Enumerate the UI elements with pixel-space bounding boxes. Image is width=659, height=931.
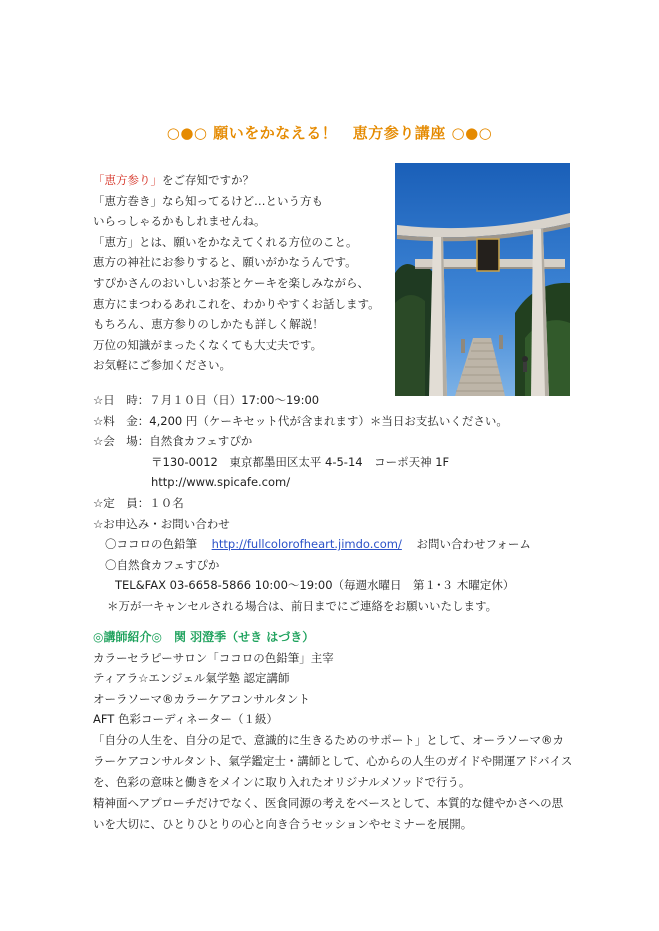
bio-paragraph: 精神面へアプローチだけでなく、医食同源の考えをベースとして、本質的な健やかさへの思いを大切に、ひとりひとりの心と向き合うセッションやセミナーを展開。 (93, 795, 564, 831)
detail-address: 〒130-0012 東京都墨田区太平 4-5-14 コーポ天神 1F (151, 454, 450, 469)
bio-role: ティアラ☆エンジェル氣学塾 認定講師 (93, 671, 290, 686)
detail-capacity: ☆定 員：１０名 (93, 495, 184, 510)
detail-venue: ☆会 場：自然食カフェすぴか (93, 434, 253, 449)
contact1-name: 〇ココロの色鉛筆 (105, 537, 197, 552)
intro-line: もちろん、恵方参りのしかたも詳しく解説！ (93, 317, 324, 332)
detail-fee: ☆料 金：4,200 円（ケーキセット代が含まれます）＊当日お支払いください。 (93, 413, 508, 428)
intro-line: すぴかさんのおいしいお茶とケーキを楽しみながら、 (93, 275, 369, 290)
cancel-note: ＊万が一キャンセルされる場合は、前日までにご連絡をお願いいたします。 (107, 598, 498, 613)
intro-highlight: 「恵方参り」 (93, 173, 162, 187)
intro-line: お気軽にご参加ください。 (93, 358, 231, 373)
intro-line (93, 170, 393, 191)
intro-line: 「恵方」とは、願いをかなえてくれる方位のこと。 (93, 234, 358, 249)
intro-line: 「恵方巻き」なら知ってるけど…という方も (93, 193, 323, 208)
contact2-name: 〇自然食カフェすぴか (105, 557, 220, 572)
bio-paragraph: 「自分の人生を、自分の足で、意識的に生きるためのサポート」として、オーラソーマ®カラーケアコンサルタント、氣学鑑定士・講師として、心からの人生のガイドや開運アドバイスを、色彩の意味と働きをメインに取り入れたオリジナルメソッドで行う。 (93, 732, 573, 789)
bio-role: AFT 色彩コーディネーター（１級） (93, 712, 279, 727)
page-title (0, 122, 659, 143)
event-details (93, 390, 593, 617)
bio-role: オーラソーマ®カラーケアコンサルタント (93, 691, 310, 706)
intro-text (93, 170, 393, 376)
title-left-marks: ○●○ (166, 124, 208, 142)
contact2-tel: TEL&FAX 03-6658-5866 10:00～19:00（毎週水曜日 第１･３ 木曜定休） (115, 578, 515, 593)
bio-heading: ◎講師紹介◎ 関 羽澄季（せき はづき） (93, 630, 315, 644)
detail-date: ☆日 時：７月１０日（日）17:00～19:00 (93, 393, 320, 407)
contact1-link[interactable]: http://fullcolorofheart.jimdo.com/ (211, 537, 402, 552)
intro-line: 恵方にまつわるあれこれを、わかりやすくお話します。 (93, 296, 380, 311)
contact-item-1 (93, 534, 593, 555)
venue-url[interactable]: http://www.spicafe.com/ (151, 475, 291, 490)
title-right-marks: ○●○ (451, 124, 493, 142)
intro-line-rest: をご存知ですか？ (162, 173, 254, 187)
shrine-torii-photo (395, 163, 570, 396)
bio-role: カラーセラピーサロン「ココロの色鉛筆」主宰 (93, 650, 334, 665)
title-text: 願いをかなえる！ 恵方参り講座 (213, 124, 446, 142)
intro-line: 万位の知識がまったくなくても大丈夫です。 (93, 337, 323, 352)
instructor-bio (93, 627, 573, 835)
intro-line: いらっしゃるかもしれませんね。 (93, 214, 266, 229)
contact-heading: ☆お申込み・お問い合わせ (93, 516, 230, 531)
intro-line: 恵方の神社にお参りすると、願いがかなうんです。 (93, 255, 357, 270)
contact1-form-label: お問い合わせフォーム (416, 537, 531, 552)
